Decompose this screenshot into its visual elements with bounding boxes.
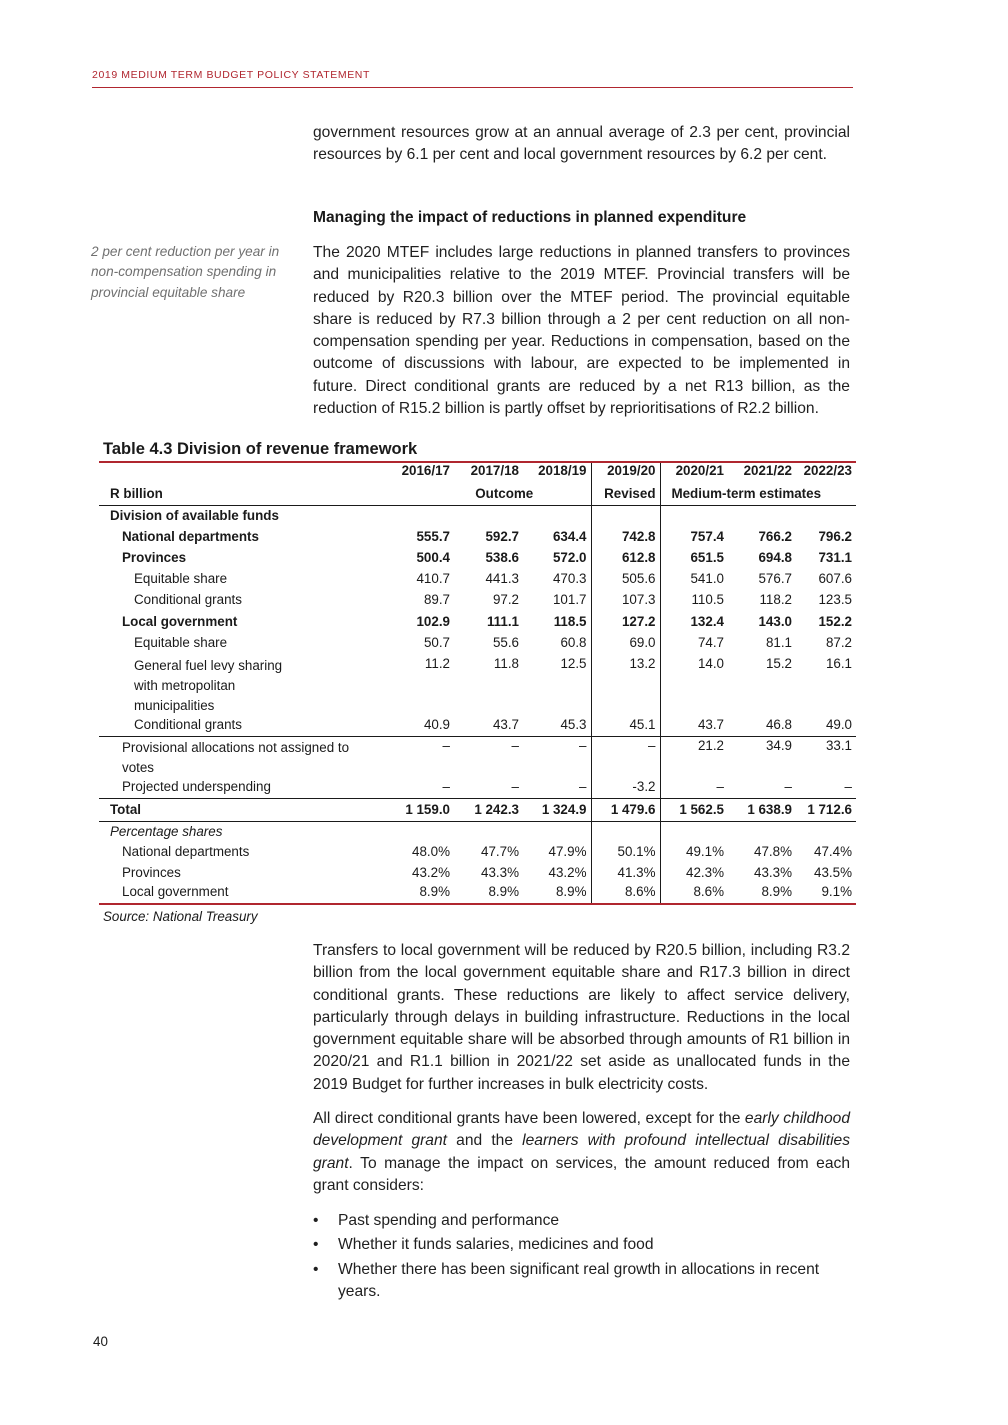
table-cell: 8.6% [591,883,660,904]
list-item-text: Whether it funds salaries, medicines and food [338,1236,654,1254]
table-cell: 16.1 [825,656,852,671]
table-cell: 410.7 [416,571,450,586]
table-cell: 48.0% [412,844,450,859]
table-cell: 102.9 [416,614,450,629]
table-cell: 15.2 [765,656,792,671]
text-run: . To manage the impact on services, the amount reduced from each grant considers: [313,1154,850,1194]
year-header: 2017/18 [454,462,523,483]
total-cell: 1 242.3 [454,798,523,821]
table-cell: 47.7% [481,844,519,859]
table-cell: 49.0 [825,717,852,732]
table-cell: 46.8 [765,717,792,732]
table-cell: 107.3 [591,590,660,612]
table-cell: 607.6 [818,571,852,586]
table-cell: 11.8 [493,656,519,671]
label-line: municipalities [134,698,215,713]
table-cell: 592.7 [485,529,519,544]
table-cell: – [511,779,519,794]
table-cell: 8.9% [388,883,454,904]
table-cell: 576.7 [758,571,792,586]
table-cell: 8.6% [660,883,728,904]
table-cell: 13.2 [591,654,660,716]
table-cell: 132.4 [690,614,724,629]
intro-paragraph: government resources grow at an annual average of 2.3 per cent, provincial resources by 6.1 per cent and local government resources by 6.2 per cent. [313,124,850,164]
page-number: 40 [93,1334,108,1349]
table-cell: 11.2 [424,656,450,671]
table-cell: 55.6 [492,635,519,650]
list-item [313,1234,850,1256]
table-row-label: Projected underspending [122,779,271,794]
table-cell: 50.7 [423,635,450,650]
table-cell: 40.9 [423,717,450,732]
table-cell: 766.2 [758,529,792,544]
table-cell: 731.1 [818,550,852,565]
header-rule [92,87,853,88]
bullet-icon: • [313,1236,319,1254]
table-cell: 41.3% [591,863,660,883]
list-item [313,1259,850,1304]
table-cell: 118.5 [523,612,591,633]
year-header: 2019/20 [591,462,660,483]
table-cell: 47.8% [754,844,792,859]
table-cell: 8.9% [454,883,523,904]
bullet-list [313,1210,850,1305]
bullet-icon: • [313,1260,319,1278]
table-cell: 634.4 [523,526,591,548]
table-cell: 49.1% [686,844,724,859]
table-cell: 33.1 [796,736,856,778]
table-cell: 470.3 [523,569,591,590]
table-cell: 45.3 [523,716,591,736]
year-header: 2016/17 [388,462,454,483]
table-cell: 143.0 [758,614,792,629]
table-cell: 21.2 [660,736,728,778]
total-cell: 1 479.6 [591,798,660,821]
table-cell: 152.2 [818,614,852,629]
table-cell: 111.1 [486,614,519,629]
table-cell: 118.2 [759,592,792,607]
table-cell: 9.1% [796,883,856,904]
table-cell: 651.5 [690,550,724,565]
text-run: All direct conditional grants have been lowered, except for the [313,1110,745,1127]
total-label: Total [99,798,388,821]
table-cell: 81.1 [765,635,792,650]
label-line: Provisional allocations not assigned to [122,739,350,755]
table-cell: 127.2 [591,612,660,633]
table-cell: – [454,736,523,778]
table-cell: – [388,736,454,778]
table-row-label: National departments [122,529,259,544]
table-cell: 45.1 [591,716,660,736]
table-cell: 14.0 [697,656,724,671]
table-cell: 505.6 [591,569,660,590]
table-cell: 110.5 [691,592,724,607]
table-row-label: Local government [99,883,388,904]
table-source: Source: National Treasury [103,909,258,924]
paragraph-conditional-grants [313,1108,850,1197]
table-row-label [99,654,388,716]
table-cell: – [523,736,591,778]
table-cell: 43.3% [481,865,519,880]
total-cell: 1 159.0 [388,798,454,821]
unit-label: R billion [99,483,388,505]
table-cell: 43.3% [754,865,792,880]
list-item [313,1210,850,1232]
table-cell: 87.2 [825,635,852,650]
table-cell: 47.9% [523,842,591,863]
table-cell: 500.4 [416,550,450,565]
year-header: 2021/22 [728,462,796,483]
total-cell: 1 324.9 [523,798,591,821]
year-header: 2018/19 [523,462,591,483]
table-cell: 123.5 [818,592,852,607]
grant-name: learners with profound intellectual disabilities grant [313,1132,851,1172]
table-cell: 69.0 [591,633,660,654]
table-cell: 694.8 [758,550,792,565]
table-cell: 50.1% [591,842,660,863]
table-cell: 43.7 [697,717,724,732]
section-available-funds: Division of available funds [110,507,279,523]
table-cell: – [442,779,450,794]
table-cell: 34.9 [728,736,796,778]
table-cell: – [716,779,724,794]
table-cell: 42.3% [686,865,724,880]
table-cell: – [784,779,792,794]
label-line: General fuel levy sharing [134,658,283,673]
group-outcome: Outcome [388,483,591,505]
table-cell: 43.7 [492,717,519,732]
total-cell: 1 712.6 [796,798,856,821]
table-cell: – [844,779,852,794]
table-cell: 742.8 [591,526,660,548]
table-cell: 555.7 [416,529,450,544]
bullet-icon: • [313,1212,319,1229]
table-row-label: Provinces [122,865,181,880]
year-header: 2022/23 [796,462,856,483]
table-row-label: Equitable share [134,635,228,650]
group-medium-term: Medium-term estimates [660,483,856,505]
section-percentage-shares: Percentage shares [110,823,223,839]
table-cell: 74.7 [697,635,724,650]
table-cell: – [591,736,660,778]
table-row-label: Conditional grants [134,717,242,732]
list-item-text: Past spending and performance [338,1212,560,1229]
margin-note: 2 per cent reduction per year in non-compensation spending in provincial equitable share [91,244,280,300]
year-header: 2020/21 [660,462,728,483]
table-cell: 8.9% [523,883,591,904]
table-cell: 612.8 [591,548,660,569]
table-row-label: Conditional grants [134,592,242,607]
header-blank [99,462,388,483]
table-title: Table 4.3 Division of revenue framework [103,440,418,458]
table-cell: 43.2% [412,865,450,880]
table-cell: 572.0 [523,548,591,569]
table-cell: – [523,778,591,798]
table-cell: 43.5% [814,865,852,880]
text-run: and the [447,1132,523,1150]
table-row-label [99,736,388,778]
table-cell: 60.8 [523,633,591,654]
list-item-text: Whether there has been significant real growth in allocations in recent years. [338,1260,820,1300]
table-cell: 796.2 [818,529,852,544]
table-row-label: National departments [122,844,250,859]
paragraph-reductions: The 2020 MTEF includes large reductions in planned transfers to provinces and municipalities relative to the 2019 MTEF. Provincial transfers will be reduced by R20.3 billion over the MTEF period. The provincial equitable share is reduced by R7.3 billion through a 2 per cent reduction on all non-compensation spending per year. Reductions in compensation, based on the outcome of discussions with labour, are expected to be implemented in future. Direct conditional grants are reduced by a net R13 billion, as the reduction of R15.2 billion is partly offset by reprioritisations of R2.2 billion. [313,244,850,418]
label-line: votes [122,759,155,775]
section-heading: Managing the impact of reductions in planned expenditure [313,209,747,226]
table-cell: 541.0 [690,571,724,586]
label-line: with metropolitan [134,678,236,693]
table-cell: 47.4% [814,844,852,859]
division-of-revenue-table [99,461,856,905]
running-header: 2019 MEDIUM TERM BUDGET POLICY STATEMENT [92,69,370,81]
table-cell: 538.6 [485,550,519,565]
group-revised: Revised [591,483,660,505]
table-row-label: Equitable share [134,571,228,586]
table-cell: 8.9% [728,883,796,904]
table-cell: 89.7 [423,592,450,607]
grant-name: early childhood development grant [313,1110,850,1150]
paragraph-local-government: Transfers to local government will be reduced by R20.5 billion, including R3.2 billion from the local government equitable share and R17.3 billion in direct conditional grants. These reductions are likely to affect service delivery, particularly through delays in building infrastructure. Reductions in the local government equitable share will be absorbed through amounts of R1 billion in 2020/21 and R1.1 billion in 2021/22 set aside as unallocated funds in the 2019 Budget for further increases in bulk electricity costs. [313,942,850,1093]
table-cell: 43.2% [523,863,591,883]
table-cell: 441.3 [485,571,519,586]
table-cell: 101.7 [523,590,591,612]
table-row-label: Provinces [122,550,187,565]
table-cell: 97.2 [492,592,519,607]
table-row-label: Local government [122,614,238,629]
total-cell: 1 562.5 [660,798,728,821]
table-cell: -3.2 [591,778,660,798]
table-cell: 12.5 [523,654,591,716]
table-cell: 757.4 [690,529,724,544]
total-cell: 1 638.9 [728,798,796,821]
